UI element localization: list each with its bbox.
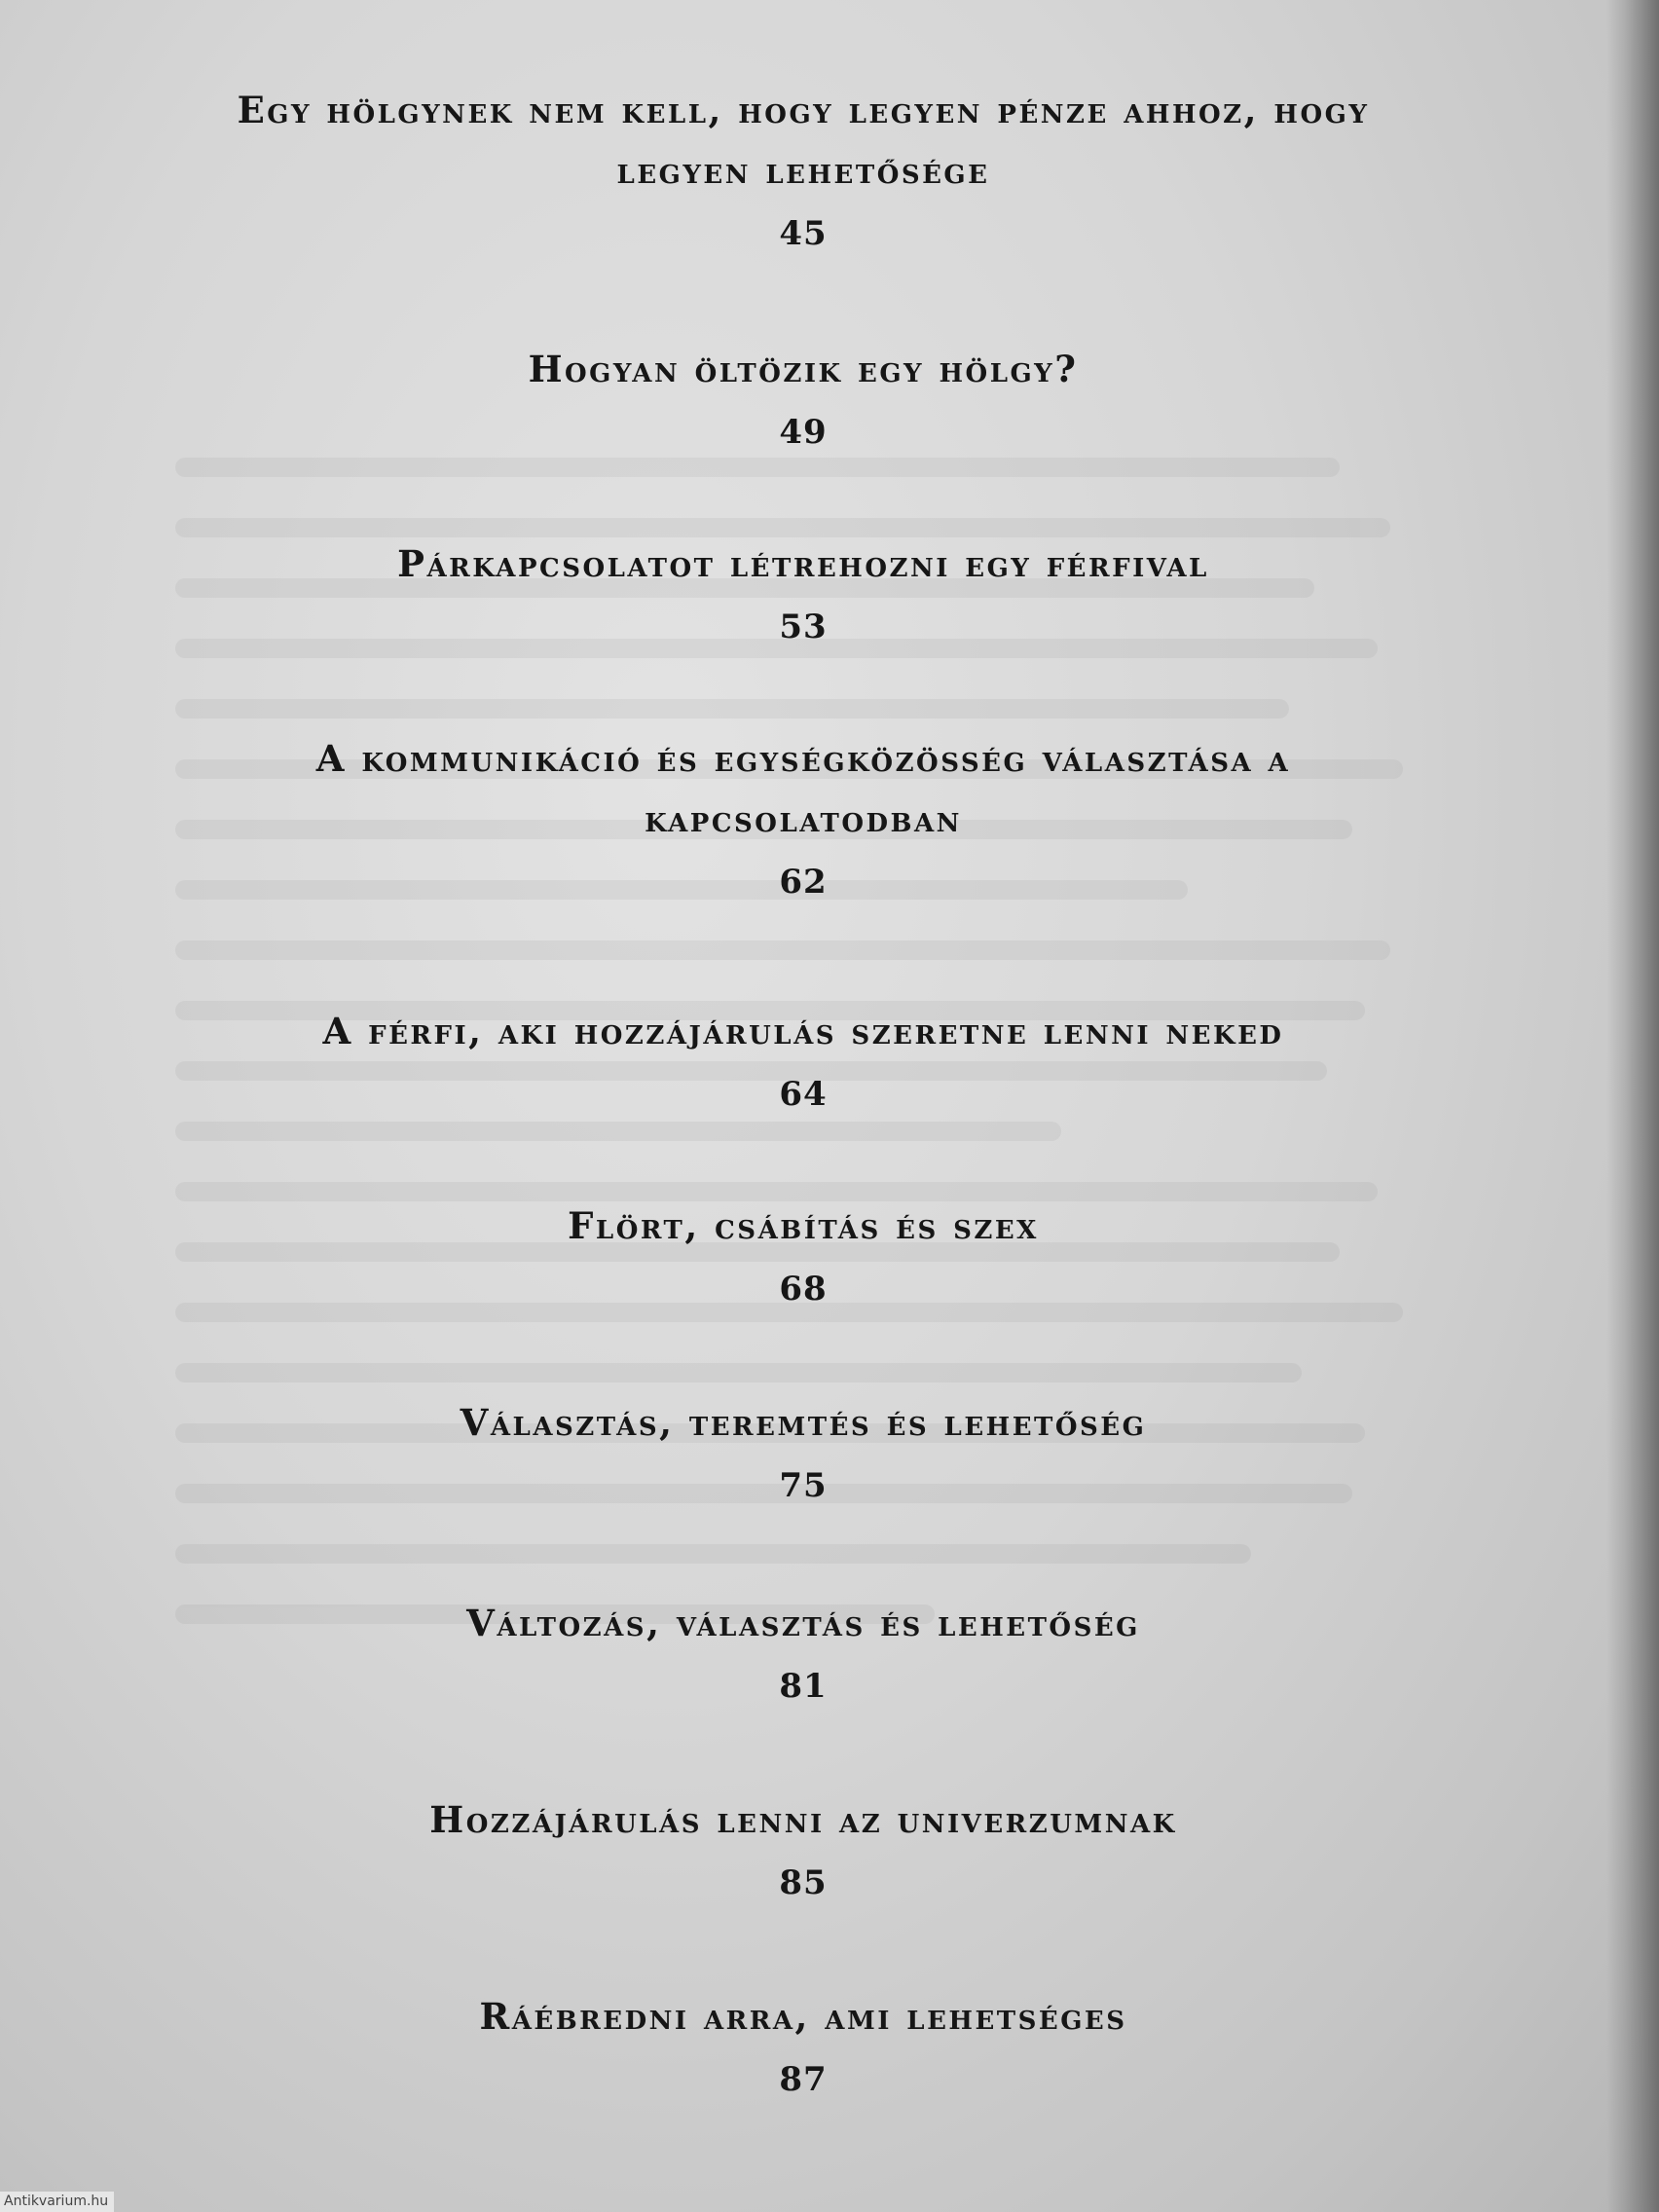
toc-entry-title: Flört, csábítás és szex (568, 1204, 1039, 1247)
toc-entry-page: 85 (779, 1863, 828, 1902)
toc-entry-title: A kommunikáció és egységközösség választása a kapcsolatodban (315, 737, 1291, 840)
toc-entry (234, 1196, 1373, 1318)
toc-entry-page: 45 (779, 214, 828, 253)
watermark: Antikvarium.hu (0, 2192, 114, 2212)
toc-entry (234, 80, 1373, 263)
toc-entry (234, 339, 1373, 461)
page-edge-shadow (1606, 0, 1659, 2212)
toc-entry (234, 1986, 1373, 2109)
toc-entry (234, 1392, 1373, 1515)
toc-entry-title: Párkapcsolatot létrehozni egy férfival (397, 542, 1209, 585)
toc-entry-page: 53 (779, 608, 828, 646)
toc-entry (234, 1593, 1373, 1715)
toc-entry-page: 81 (779, 1667, 828, 1706)
toc-entry-title: Választás, teremtés és lehetőség (460, 1401, 1147, 1444)
toc-entry-page: 75 (779, 1466, 828, 1505)
toc-entry-page: 87 (779, 2060, 828, 2099)
toc-entry (234, 1001, 1373, 1124)
toc-entry-title: Hogyan öltözik egy hölgy? (528, 348, 1079, 390)
toc-entry-title: Egy hölgynek nem kell, hogy legyen pénze ahhoz, hogy legyen lehetősége (237, 89, 1370, 192)
toc-entry-title: Változás, választás és lehetőség (466, 1602, 1140, 1644)
toc-entry-title: A férfi, aki hozzájárulás szeretne lenni neked (322, 1010, 1284, 1052)
toc-entry-page: 64 (779, 1075, 828, 1114)
toc-entry-page: 62 (779, 863, 828, 902)
toc-entry-title: Ráébredni arra, ami lehetséges (479, 1995, 1127, 2038)
toc-entry (234, 728, 1373, 911)
toc-entry-title: Hozzájárulás lenni az univerzumnak (429, 1798, 1177, 1841)
toc-entry-page: 49 (779, 413, 828, 452)
toc-entry (234, 534, 1373, 656)
toc-entry-page: 68 (779, 1270, 828, 1309)
toc-entry (234, 1789, 1373, 1912)
